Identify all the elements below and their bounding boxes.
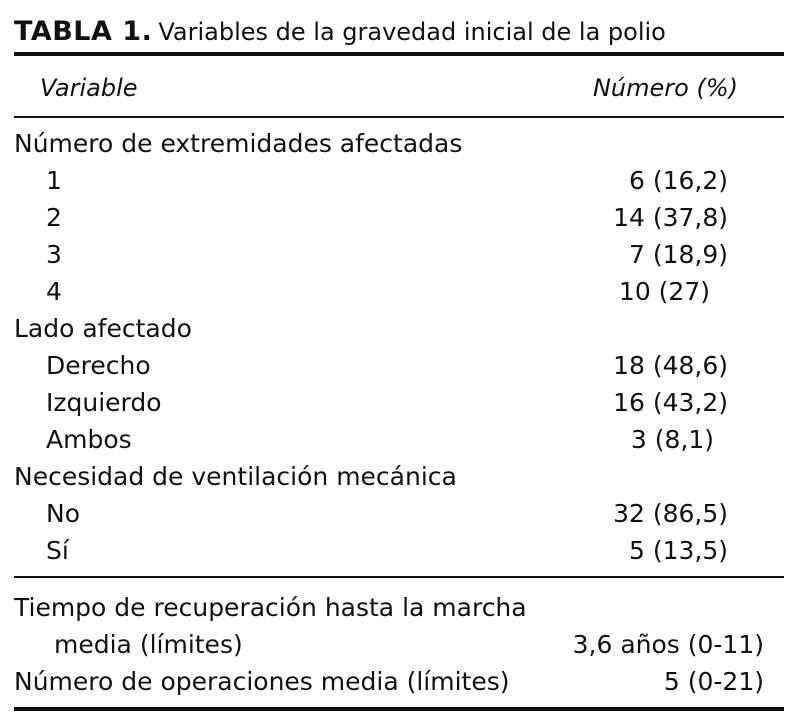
table-row: [14, 274, 784, 310]
table-row: [14, 348, 784, 384]
row-value: 18 (48,6): [613, 351, 728, 380]
row-label: Izquierdo: [46, 388, 162, 417]
table-row: [14, 200, 784, 236]
table-label: TABLA 1.: [14, 16, 153, 47]
table-row: [14, 385, 784, 421]
row-label: 1: [46, 166, 62, 195]
row-label: Ambos: [46, 425, 132, 454]
table-row: [14, 533, 784, 569]
row-value: 5 (13,5): [628, 536, 728, 565]
group-heading: [14, 126, 784, 162]
summary-label-line1: Tiempo de recuperación hasta la marcha: [14, 593, 527, 622]
summary-label-line2: media (límites): [54, 630, 243, 659]
column-header-number: Número (%): [592, 74, 738, 102]
row-label: No: [46, 499, 80, 528]
row-value: 16 (43,2): [613, 388, 728, 417]
header-rule: [14, 116, 784, 118]
row-label: Sí: [46, 536, 69, 565]
group-heading-label: Necesidad de ventilación mecánica: [14, 462, 457, 491]
table-row: [14, 237, 784, 273]
row-label: 3: [46, 240, 62, 269]
table-caption: [14, 14, 666, 50]
row-value: 6 (16,2): [628, 166, 728, 195]
table-row: [14, 422, 784, 458]
summary-row: [14, 590, 784, 626]
table-row: [14, 163, 784, 199]
group-heading: [14, 311, 784, 347]
bottom-rule: [14, 707, 784, 711]
row-label: 2: [46, 203, 62, 232]
row-label: 4: [46, 277, 62, 306]
table-row: [14, 496, 784, 532]
section-rule: [14, 576, 784, 578]
row-value: 3 (8,1): [630, 425, 714, 454]
group-heading: [14, 459, 784, 495]
row-value: 7 (18,9): [628, 240, 728, 269]
column-header-variable: Variable: [40, 74, 138, 102]
summary-row: [14, 664, 784, 700]
summary-value: 3,6 años (0-11): [572, 630, 764, 659]
row-value: 10 (27): [618, 277, 710, 306]
summary-label: Número de operaciones media (límites): [14, 667, 510, 696]
group-heading-label: Número de extremidades afectadas: [14, 129, 463, 158]
row-value: 14 (37,8): [613, 203, 728, 232]
group-heading-label: Lado afectado: [14, 314, 192, 343]
summary-row: [14, 627, 784, 663]
summary-value: 5 (0-21): [663, 667, 764, 696]
table-title: Variables de la gravedad inicial de la polio: [158, 18, 666, 46]
row-value: 32 (86,5): [613, 499, 728, 528]
top-rule: [14, 52, 784, 56]
row-label: Derecho: [46, 351, 151, 380]
